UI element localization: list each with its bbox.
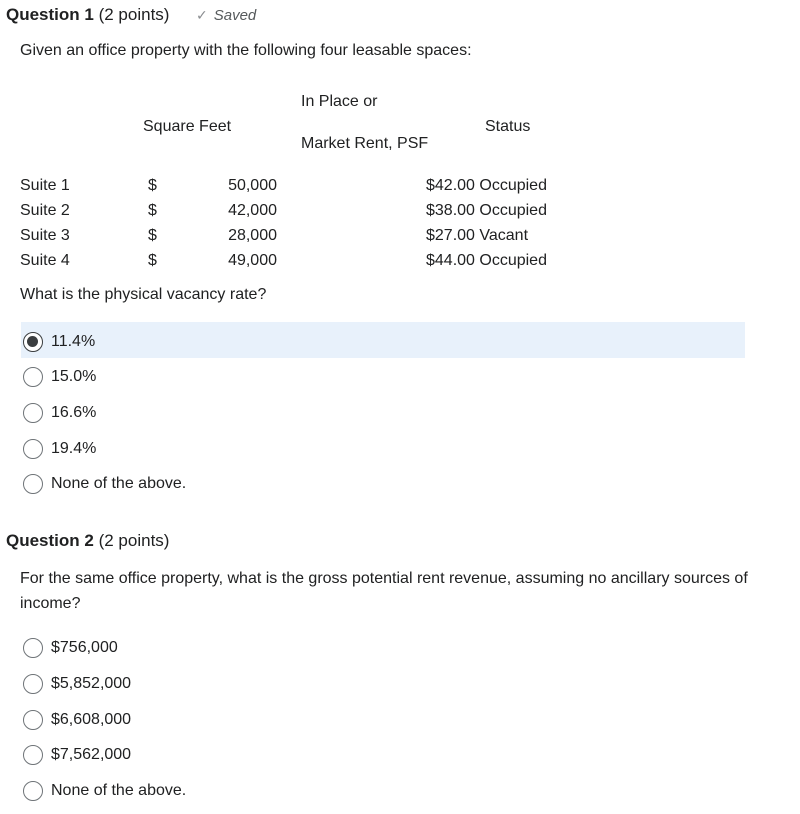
option-label: None of the above. [51,782,187,799]
question-1-prompt: Given an office property with the following four leasable spaces: [20,42,472,59]
question-1-question: What is the physical vacancy rate? [20,286,267,303]
q2-option-1[interactable] [23,636,118,660]
suite-name: Suite 2 [20,202,70,219]
square-feet-value: 28,000 [228,227,277,244]
option-label: $7,562,000 [51,746,132,763]
q1-option-4[interactable] [23,437,96,461]
q1-option-2[interactable] [23,365,96,389]
q1-option-3[interactable] [23,401,96,425]
question-2-prompt: For the same office property, what is the gross potential rent revenue, assuming no ancillary sources of income? [20,570,748,612]
radio-button[interactable] [23,367,43,387]
header-rent-line1: In Place or [301,93,378,110]
saved-indicator [196,5,256,26]
currency-symbol: $ [148,177,157,194]
selected-option-highlight [21,322,745,358]
radio-button[interactable] [23,638,43,658]
question-2-points: (2 points) [98,531,170,550]
radio-button[interactable] [23,745,43,765]
saved-label: Saved [213,7,257,24]
q2-option-4[interactable] [23,743,131,767]
option-label: $5,852,000 [51,675,132,692]
rent-status-value: $42.00 Occupied [426,177,547,194]
option-label: $6,608,000 [51,711,132,728]
option-label: 16.6% [51,404,97,421]
question-1-title: Question 1 [6,5,94,24]
currency-symbol: $ [148,202,157,219]
question-1-points: (2 points) [98,5,170,24]
suite-name: Suite 1 [20,177,70,194]
rent-status-value: $27.00 Vacant [426,227,529,244]
q1-option-1[interactable] [23,330,95,354]
currency-symbol: $ [148,252,157,269]
question-1-header [6,5,169,25]
radio-button[interactable] [23,781,43,801]
radio-button[interactable] [23,674,43,694]
option-label: None of the above. [51,475,187,492]
q1-option-5[interactable] [23,472,186,496]
square-feet-value: 50,000 [228,177,277,194]
radio-button-checked[interactable] [23,332,43,352]
q2-option-3[interactable] [23,708,131,732]
option-label: 19.4% [51,440,97,457]
header-status: Status [485,118,531,135]
square-feet-value: 42,000 [228,202,277,219]
question-2-header [6,531,169,551]
square-feet-value: 49,000 [228,252,277,269]
question-2-title: Question 2 [6,531,94,550]
q2-option-5[interactable] [23,779,186,803]
suite-name: Suite 3 [20,227,70,244]
header-rent-line2: Market Rent, PSF [301,135,429,152]
rent-status-value: $44.00 Occupied [426,252,547,269]
radio-button[interactable] [23,439,43,459]
option-label: 15.0% [51,368,97,385]
q2-option-2[interactable] [23,672,131,696]
check-icon: ✓ [196,7,208,23]
option-label: $756,000 [51,639,118,656]
currency-symbol: $ [148,227,157,244]
header-square-feet: Square Feet [143,118,232,135]
radio-button[interactable] [23,474,43,494]
option-label: 11.4% [51,333,96,350]
radio-button[interactable] [23,403,43,423]
radio-button[interactable] [23,710,43,730]
suite-name: Suite 4 [20,252,70,269]
rent-status-value: $38.00 Occupied [426,202,547,219]
